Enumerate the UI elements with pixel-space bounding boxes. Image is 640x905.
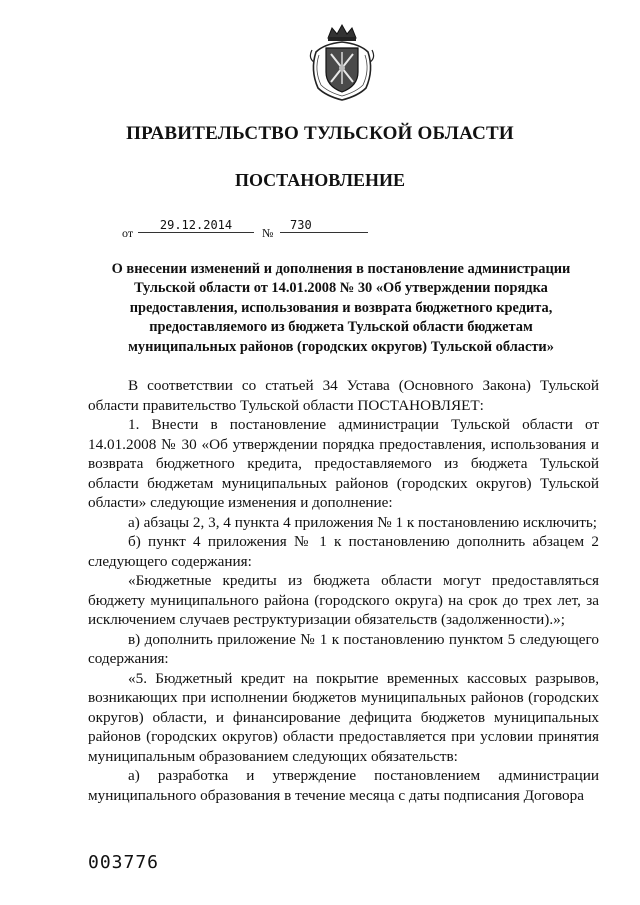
- date-prefix: от: [122, 226, 134, 240]
- serial-number: 003776: [88, 852, 160, 873]
- paragraph-preamble: В соответствии со статьей 34 Устава (Основного Закона) Тульской области правительство Тульской области ПОСТАНОВЛЯЕТ:: [88, 377, 599, 414]
- paragraph-quote-5: «5. Бюджетный кредит на покрытие временных кассовых разрывов, возникающих при исполнении бюджетов муниципальных районов (городских округов) области, и финансирование дефицита бюджетов муниципальных районов (городских округов) области предоставляется при условии принятия муниципальным образованием следующих обязательств:: [88, 669, 599, 765]
- government-name: ПРАВИТЕЛЬСТВО ТУЛЬСКОЙ ОБЛАСТИ: [126, 123, 514, 144]
- decree-number: 730: [280, 218, 368, 233]
- number-prefix: №: [262, 226, 274, 240]
- paragraph-subitem-a: а) разработка и утверждение постановлением администрации муниципального образования в течение месяца с даты подписания Договора: [88, 767, 599, 804]
- paragraph-item-b: б) пункт 4 приложения № 1 к постановлению дополнить абзацем 2 следующего содержания:: [88, 533, 599, 570]
- paragraph-item-a: а) абзацы 2, 3, 4 пункта 4 приложения № 1 к постановлению исключить;: [128, 513, 598, 531]
- decree-title: О внесении изменений и дополнения в постановление администрации Тульской области от 14.01.2008 № 30 «Об утверждении порядка предоставления, использования и возврата бюджетного кредита, предоставляемого из бюджета Тульской области бюджетам муниципальных районов (городских округов) Тульской области»: [111, 261, 571, 355]
- coat-of-arms-icon: [306, 22, 378, 102]
- date-number-line: [122, 218, 382, 240]
- paragraph-item-1: 1. Внести в постановление администрации Тульской области от 14.01.2008 № 30 «Об утверждении порядка предоставления, использования и возврата бюджетного кредита, предоставляемого из бюджета Тульской области бюджетам муниципальных районов (городских округов) Тульской области» следующие изменения и дополнение:: [88, 416, 599, 511]
- decree-body: [88, 376, 599, 805]
- paragraph-quote-credits: «Бюджетные кредиты из бюджета области могут предоставляться бюджету муниципального района (городского округа) на срок до трех лет, за исключением случаев реструктуризации обязательств (задолженности).»;: [88, 572, 599, 628]
- document-type: ПОСТАНОВЛЕНИЕ: [234, 170, 406, 190]
- paragraph-item-v: в) дополнить приложение № 1 к постановлению пунктом 5 следующего содержания:: [88, 630, 599, 667]
- decree-date: 29.12.2014: [138, 218, 254, 233]
